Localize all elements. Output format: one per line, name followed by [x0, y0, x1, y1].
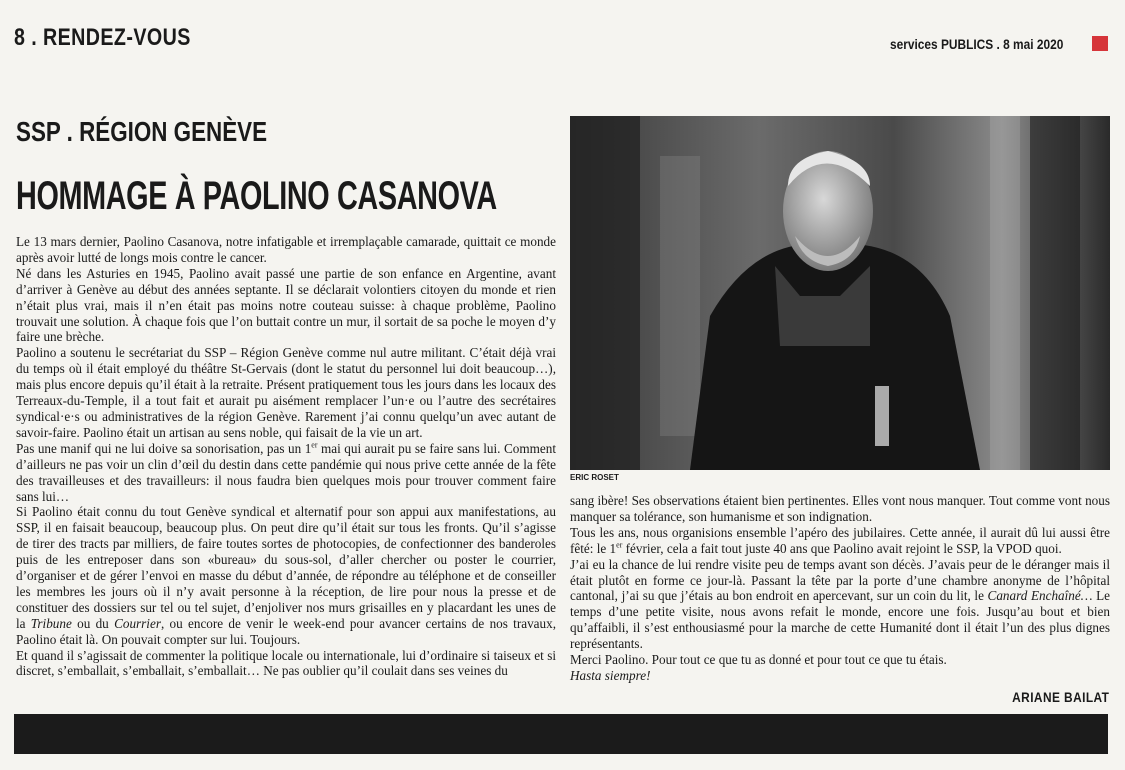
photo-credit: ERIC ROSET	[570, 473, 619, 482]
paragraph: Paolino a soutenu le secrétariat du SSP – Région Genève comme nul autre militant. C’était déjà vrai du temps où il était employé du théâtre St-Gervais (dont le statut du personnel lui doit beaucoup…), mais plus encore depuis qu’il était à la retraite. Présent pratiquement tous les jours dans les locaux des Terreaux-du-Temple, il a tout fait et aurait pu aisément remplacer l’un·e ou l’autre des secrétaires syndical·e·s ou administratives de la région Genève. Rarement j’ai connu quelqu’un avec autant de savoir-faire. Paolino était un artisan au sens noble, qui faisait de la vie un art.	[16, 345, 556, 440]
page-section-header: 8 . RENDEZ-VOUS	[14, 24, 191, 51]
paragraph: Pas une manif qui ne lui doive sa sonorisation, pas un 1er mai qui aurait pu se faire sans lui. Comment d’ailleurs ne pas voir un clin d’œil du destin dans cette pandémie qui nous prive cette année de la fête des travailleuses et des travailleurs: il nous faudra bien quelques mois pour trouver comment faire sans lui…	[16, 440, 556, 504]
article-column-right	[570, 493, 1110, 684]
article-author: ARIANE BAILAT	[1011, 689, 1109, 705]
portrait-photo	[570, 116, 1110, 470]
paragraph: J’ai eu la chance de lui rendre visite peu de temps avant son décès. J’avais peur de le déranger mais il était plutôt en forme ce jour-là. Passant la tête par la porte d’une chambre anonyme de l’hôpital cantonal, j’ai su que j’étais au bon endroit en apercevant, sur un coin du lit, le Canard Enchaîné… Le temps d’une petite visite, nous avons refait le monde, encore une fois. Jusqu’au bout et bien qu’affaibli, il s’est enthousiasmé pour la marche de cette Humanité dont il était l’un des plus dignes représentants.	[570, 556, 1110, 652]
article-column-left	[16, 234, 556, 679]
closing-line: Hasta siempre!	[570, 667, 651, 683]
accent-square	[1092, 36, 1108, 51]
paragraph: Né dans les Asturies en 1945, Paolino avait passé une partie de son enfance en Argentine, avant d’arriver à Genève au début des années septante. Il se déclarait volontiers citoyen du monde et rien n’était plus vrai, mais il n’en était pas moins notre couteau suisse: à chaque problème, Paolino trouvait une solution. À chaque fois que l’on buttait contre un mur, il sortait de sa poche le moyen d’y faire une brèche.	[16, 265, 556, 345]
paragraph: Merci Paolino. Pour tout ce que tu as donné et pour tout ce que tu étais.	[570, 652, 947, 668]
footer-bar	[14, 714, 1108, 754]
paragraph: Le 13 mars dernier, Paolino Casanova, notre infatigable et irremplaçable camarade, quittait ce monde après avoir lutté de longs mois contre le cancer.	[16, 234, 556, 265]
paragraph: Si Paolino était connu du tout Genève syndical et alternatif pour son appui aux manifestations, au SSP, il en faisait beaucoup, beaucoup plus. On peut dire qu’il était sur tous les fronts. Qu’il s’agisse de tirer des tracts par milliers, de faire toutes sortes de photocopies, de confectionner des banderoles puis de les entreposer dans son «bureau» du sous-sol, d’aller chercher ou poster le courrier, d’organiser et de gérer l’envoi en masse du début d’année, de répondre au téléphone et de conseiller les membres les jours où il n’y avait personne à la réception, de lire pour nous la presse et de constituer des dossiers sur tel ou tel sujet, d’enjoliver nos murs grisailles en y placardant les unes de la Tribune ou du Courrier, ou encore de venir le week-end pour avancer certains de nos travaux, Paolino était là. On pouvait compter sur lui. Toujours.	[16, 504, 557, 647]
paragraph: Tous les ans, nous organisions ensemble l’apéro des jubilaires. Cette année, il aurait dû lui aussi être fêté: le 1er février, cela a fait tout juste 40 ans que Paolino avait rejoint le SSP, la VPOD quoi.	[570, 524, 1110, 556]
paragraph: Et quand il s’agissait de commenter la politique locale ou internationale, lui d’ordinaire si taiseux et si discret, s’emballait, s’emballait, s’emballait… Ne pas oublier qu’il coulait dans ses veines du	[16, 647, 556, 679]
article-title: HOMMAGE À PAOLINO CASANOVA	[16, 174, 497, 218]
section-title: SSP . RÉGION GENÈVE	[16, 116, 268, 147]
paragraph: sang ibère! Ses observations étaient bien pertinentes. Elles vont nous manquer. Tout comme vont nous manquer sa tolérance, son humanisme et son indignation.	[570, 493, 1110, 524]
publication-date-header: services PUBLICS . 8 mai 2020	[890, 36, 1064, 52]
